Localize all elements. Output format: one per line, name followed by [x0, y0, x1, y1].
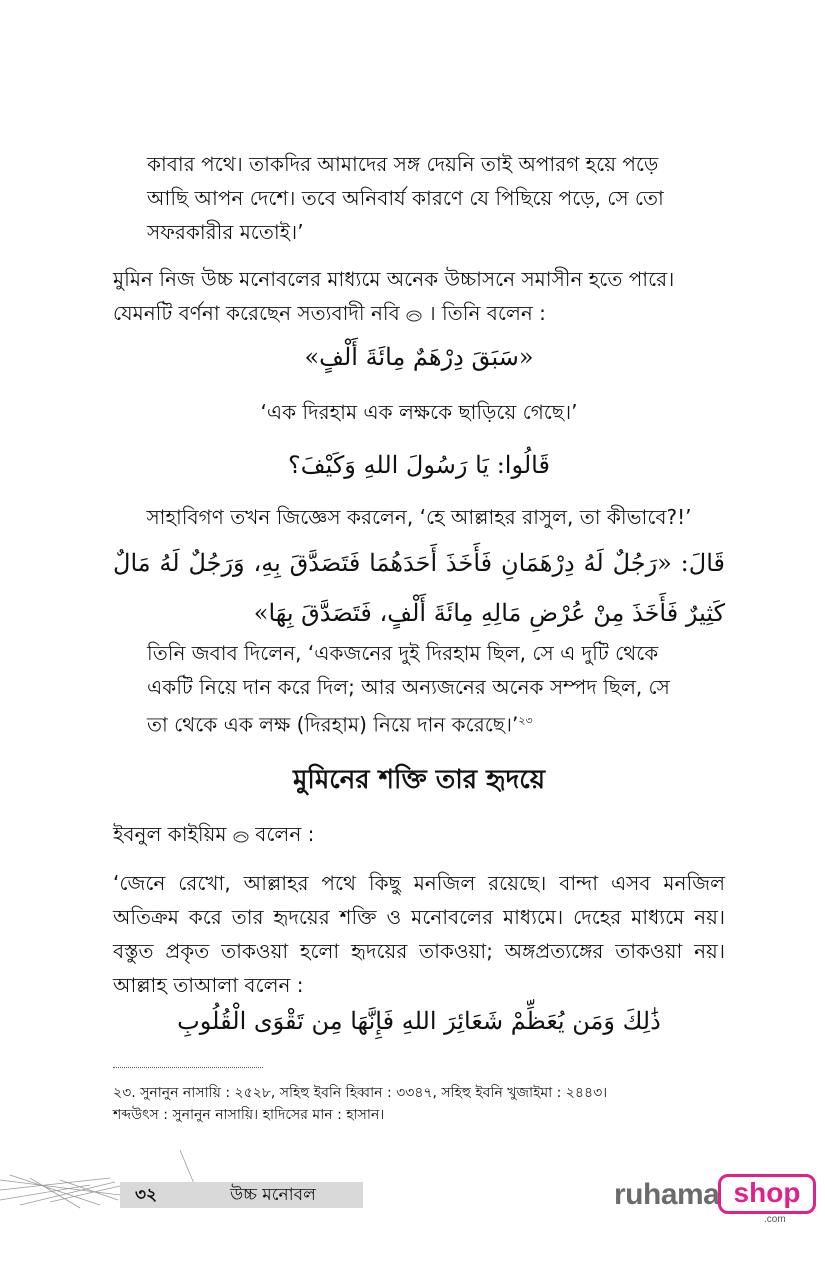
logo-shop-text: shop [733, 1177, 801, 1208]
intro-line-1: মুমিন নিজ উচ্চ মনোবলের মাধ্যমে অনেক উচ্চাসনে সমাসীন হতে পারে। [113, 267, 675, 291]
rahimahullah-icon [233, 829, 249, 843]
ibn-qayyim-said: বলেন : [255, 822, 315, 846]
footnote [113, 1082, 725, 1126]
quote-continuation [147, 147, 687, 249]
logo-text: ruhama [614, 1178, 720, 1211]
answer-line-text: তা থেকে এক লক্ষ (দিরহাম) নিয়ে দান করেছে।’ [147, 712, 519, 737]
footnote-line-1: ২৩. সুনানুন নাসায়ি : ২৫২৮, সহিহু ইবনি হিব্বান : ৩৩৪৭, সহিহু ইবনি খুজাইমা : ২৪৪৩। [113, 1085, 608, 1101]
book-title: উচ্চ মনোবল [230, 1185, 316, 1205]
intro-line-2 [113, 296, 725, 330]
footnote-line-2: শব্দউৎস : সুনানুন নাসায়ি। হাদিসের মান : হাসান। [113, 1107, 385, 1123]
ibn-qayyim-name: ইবনুল কাইয়িম [113, 822, 227, 846]
intro-text-before: যেমনটি বর্ণনা করেছেন সত্যবাদী নবি [113, 301, 400, 325]
answer-line: তিনি জবাব দিলেন, ‘একজনের দুই দিরহাম ছিল, সে এ দুটি থেকে [147, 641, 659, 665]
answer-paragraph [147, 636, 687, 742]
footnote-divider [113, 1067, 263, 1068]
intro-paragraph [113, 262, 725, 330]
section-heading: মুমিনের শক্তি তার হৃদয়ে [292, 765, 546, 795]
salutation-icon [406, 308, 422, 322]
quote-line: সফরকারীর মতোই।’ [147, 220, 304, 244]
translation-1: ‘এক দিরহাম এক লক্ষকে ছাড়িয়ে গেছে।’ [260, 400, 578, 424]
page-number: ৩২ [135, 1185, 158, 1205]
footnote-marker[interactable]: ২৩ [518, 714, 533, 727]
intro-text-after: । তিনি বলেন : [428, 301, 546, 325]
quote-paragraph: ‘জেনে রেখো, আল্লাহর পথে কিছু মনজিল রয়েছে। বান্দা এসব মনজিল অতিক্রম করে তার হৃদয়ের শক্তি ও মনোবলের মাধ্যমে। দেহের মাধ্যমে নয়। বস্তুত প্রকৃত তাকওয়া হলো হৃদয়ের তাকওয়া; অঙ্গপ্রত্যঙ্গের তাকওয়া নয়। আল্লাহ তাআলা বলেন : [113, 871, 725, 997]
logo-com: .com [764, 1214, 786, 1225]
arabic-hadith-1: «سَبَقَ دِرْهَمٌ مِائَةَ أَلْفٍ» [304, 343, 534, 371]
logo-shop-box [718, 1174, 816, 1214]
ibn-qayyim-line [113, 817, 725, 851]
quote-line: আছি আপন দেশে। তবে অনিবার্য কারণে যে পিছিয়ে পড়ে, সে তো [147, 186, 664, 210]
arabic-hadith-3: قَالَ: «رَجُلٌ لَهُ دِرْهَمَانِ فَأَخَذَ أَحَدَهُمَا فَتَصَدَّقَ بِهِ، وَرَجُلٌ لَهُ مَالٌ كَثِيرٌ فَأَخَذَ مِنْ عُرْضِ مَالِهِ مِائَةَ أَلْفٍ، فَتَصَدَّقَ بِهَا» [113, 549, 725, 627]
answer-line: একটি নিয়ে দান করে দিল; আর অন্যজনের অনেক সম্পদ ছিল, সে [147, 675, 670, 699]
quran-verse: ذَٰلِكَ وَمَن يُعَظِّمْ شَعَائِرَ اللهِ فَإِنَّهَا مِن تَقْوَى الْقُلُوبِ [177, 1007, 661, 1035]
arabic-hadith-2: قَالُوا: يَا رَسُولَ اللهِ وَكَيْفَ؟ [288, 451, 550, 479]
translation-2: সাহাবিগণ তখন জিজ্ঞেস করলেন, ‘হে আল্লাহর রাসুল, তা কীভাবে?!’ [146, 505, 692, 529]
answer-line [147, 704, 687, 742]
quote-line: কাবার পথে। তাকদির আমাদের সঙ্গ দেয়নি তাই অপারগ হয়ে পড়ে [147, 152, 659, 176]
